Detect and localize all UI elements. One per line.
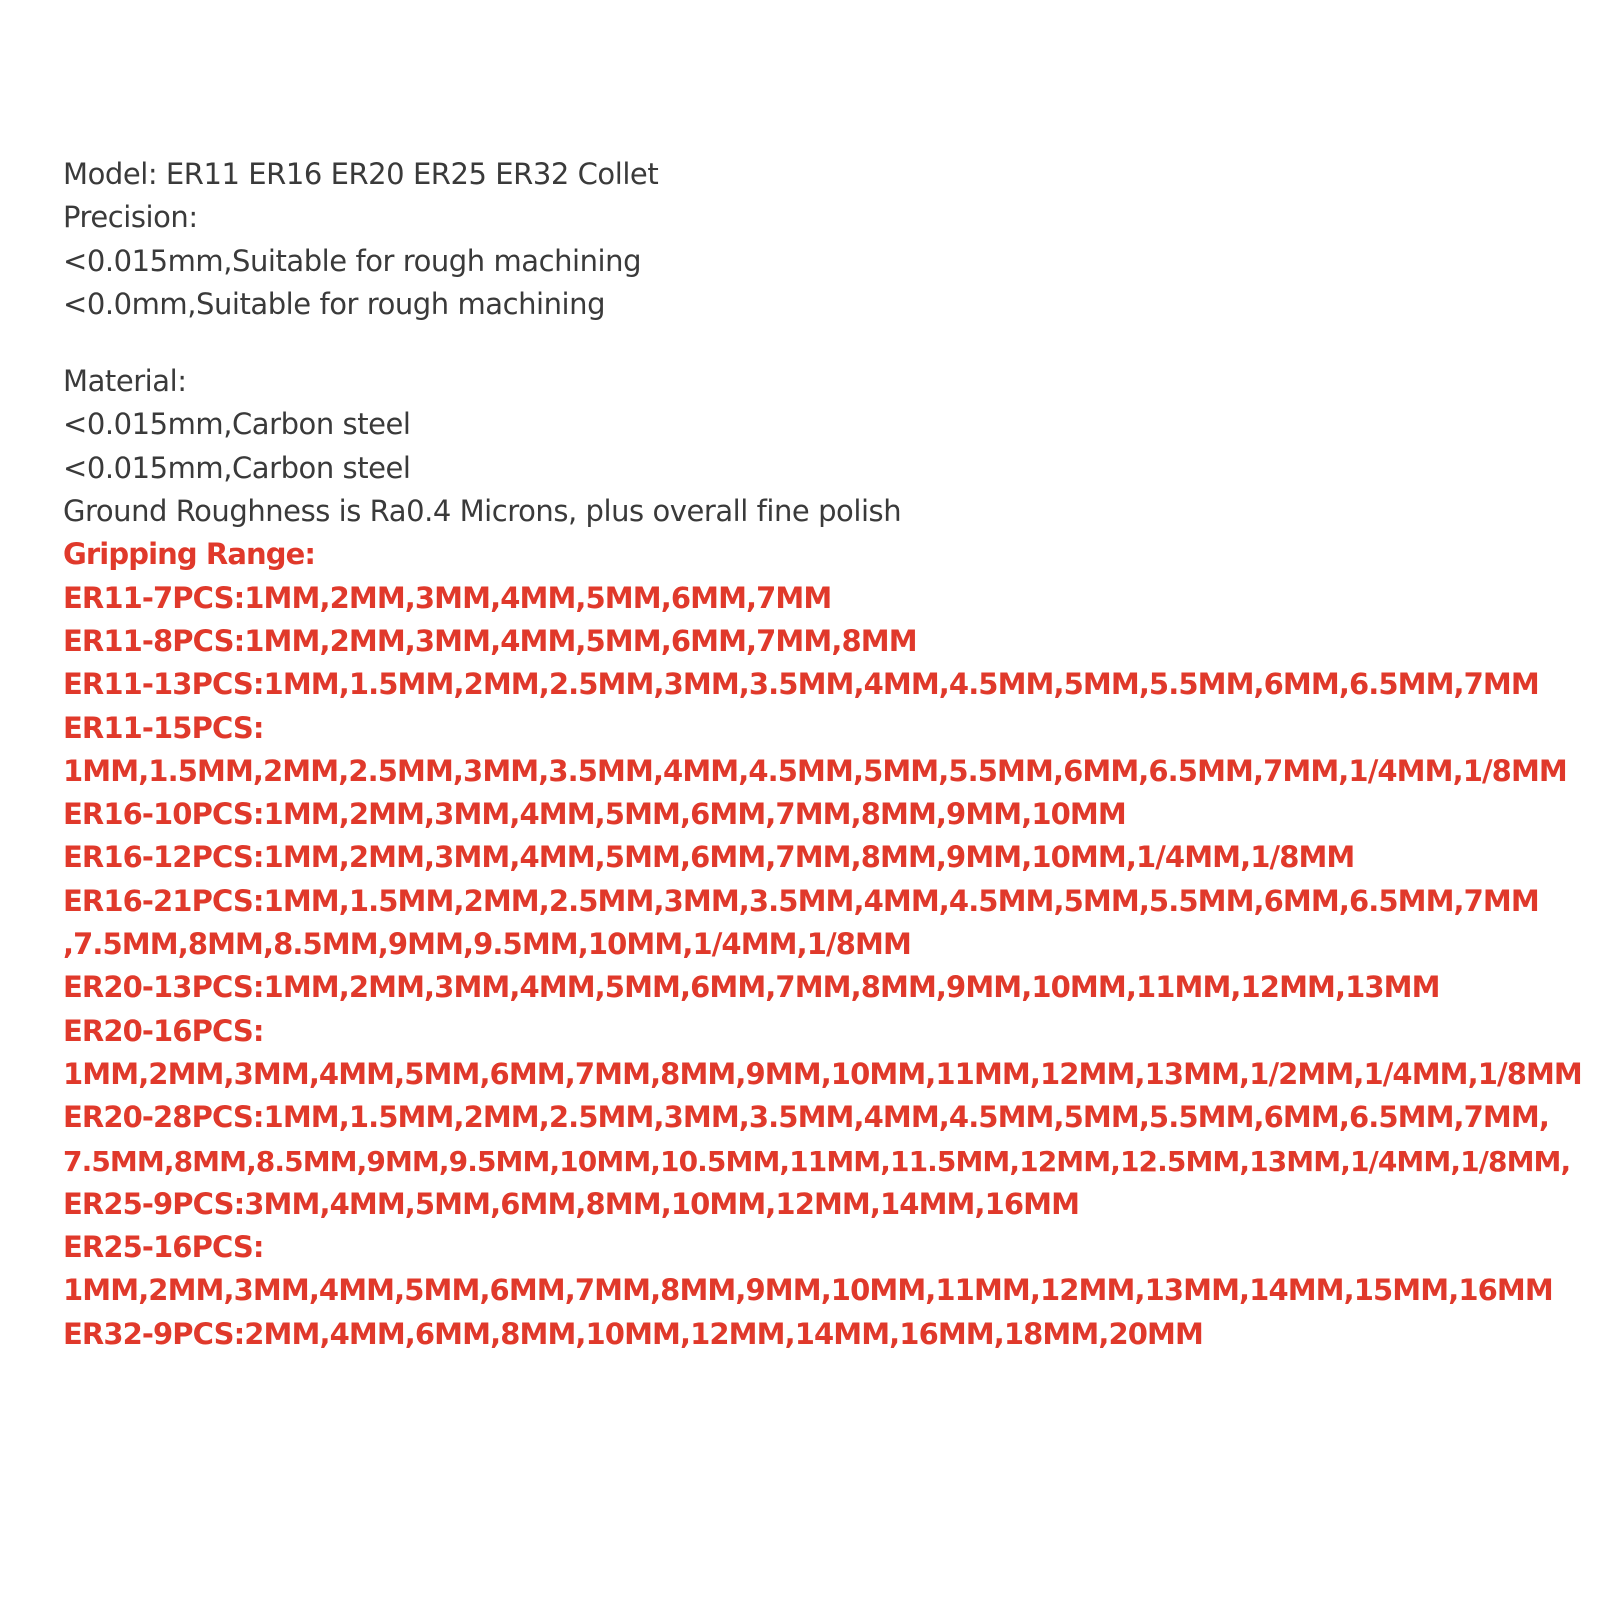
gripping-range-line: ,7.5MM,8MM,8.5MM,9MM,9.5MM,10MM,1/4MM,1/8MM [63, 927, 911, 962]
gripping-range-line: ER11-7PCS:1MM,2MM,3MM,4MM,5MM,6MM,7MM [63, 580, 832, 615]
gripping-range-line: 7.5MM,8MM,8.5MM,9MM,9.5MM,10MM,10.5MM,11MM,11.5MM,12MM,12.5MM,13MM,1/4MM,1/8MM, [63, 1144, 1571, 1178]
section-gap [63, 326, 1583, 360]
material-label: Material: [63, 364, 187, 399]
precision-line: <0.0mm,Suitable for rough machining [63, 286, 606, 321]
gripping-range-line: ER32-9PCS:2MM,4MM,6MM,8MM,10MM,12MM,14MM,16MM,18MM,20MM [63, 1316, 1203, 1351]
material-line: <0.015mm,Carbon steel [63, 450, 411, 485]
roughness-line: Ground Roughness is Ra0.4 Microns, plus overall fine polish [63, 494, 902, 529]
gripping-range-line: ER11-15PCS: [63, 710, 264, 745]
gripping-range-line: ER11-13PCS:1MM,1.5MM,2MM,2.5MM,3MM,3.5MM,4MM,4.5MM,5MM,5.5MM,6MM,6.5MM,7MM [63, 667, 1539, 702]
gripping-range-line: 1MM,2MM,3MM,4MM,5MM,6MM,7MM,8MM,9MM,10MM,11MM,12MM,13MM,1/2MM,1/4MM,1/8MM [63, 1056, 1582, 1091]
material-line: <0.015mm,Carbon steel [63, 407, 411, 442]
gripping-range-label: Gripping Range: [63, 537, 316, 572]
gripping-range-line: ER25-16PCS: [63, 1230, 264, 1265]
gripping-range-line: ER25-9PCS:3MM,4MM,5MM,6MM,8MM,10MM,12MM,14MM,16MM [63, 1186, 1080, 1221]
precision-line: <0.015mm,Suitable for rough machining [63, 243, 642, 278]
gripping-range-line: 1MM,2MM,3MM,4MM,5MM,6MM,7MM,8MM,9MM,10MM,11MM,12MM,13MM,14MM,15MM,16MM [63, 1273, 1553, 1308]
gripping-range-line: ER16-12PCS:1MM,2MM,3MM,4MM,5MM,6MM,7MM,8MM,9MM,10MM,1/4MM,1/8MM [63, 840, 1355, 875]
gripping-range-section [63, 533, 1583, 1356]
product-spec-text [63, 153, 1583, 1356]
gripping-range-line: ER20-16PCS: [63, 1013, 264, 1048]
gripping-range-line: ER16-21PCS:1MM,1.5MM,2MM,2.5MM,3MM,3.5MM,4MM,4.5MM,5MM,5.5MM,6MM,6.5MM,7MM [63, 883, 1539, 918]
gripping-range-line: ER11-8PCS:1MM,2MM,3MM,4MM,5MM,6MM,7MM,8MM [63, 623, 917, 658]
gripping-range-line: ER20-28PCS:1MM,1.5MM,2MM,2.5MM,3MM,3.5MM,4MM,4.5MM,5MM,5.5MM,6MM,6.5MM,7MM, [63, 1100, 1549, 1135]
gripping-range-line: 1MM,1.5MM,2MM,2.5MM,3MM,3.5MM,4MM,4.5MM,5MM,5.5MM,6MM,6.5MM,7MM,1/4MM,1/8MM [63, 753, 1567, 788]
model-line: Model: ER11 ER16 ER20 ER25 ER32 Collet [63, 157, 659, 191]
gripping-range-line: ER20-13PCS:1MM,2MM,3MM,4MM,5MM,6MM,7MM,8MM,9MM,10MM,11MM,12MM,13MM [63, 970, 1440, 1005]
precision-label: Precision: [63, 200, 198, 235]
gripping-range-line: ER16-10PCS:1MM,2MM,3MM,4MM,5MM,6MM,7MM,8MM,9MM,10MM [63, 797, 1126, 832]
